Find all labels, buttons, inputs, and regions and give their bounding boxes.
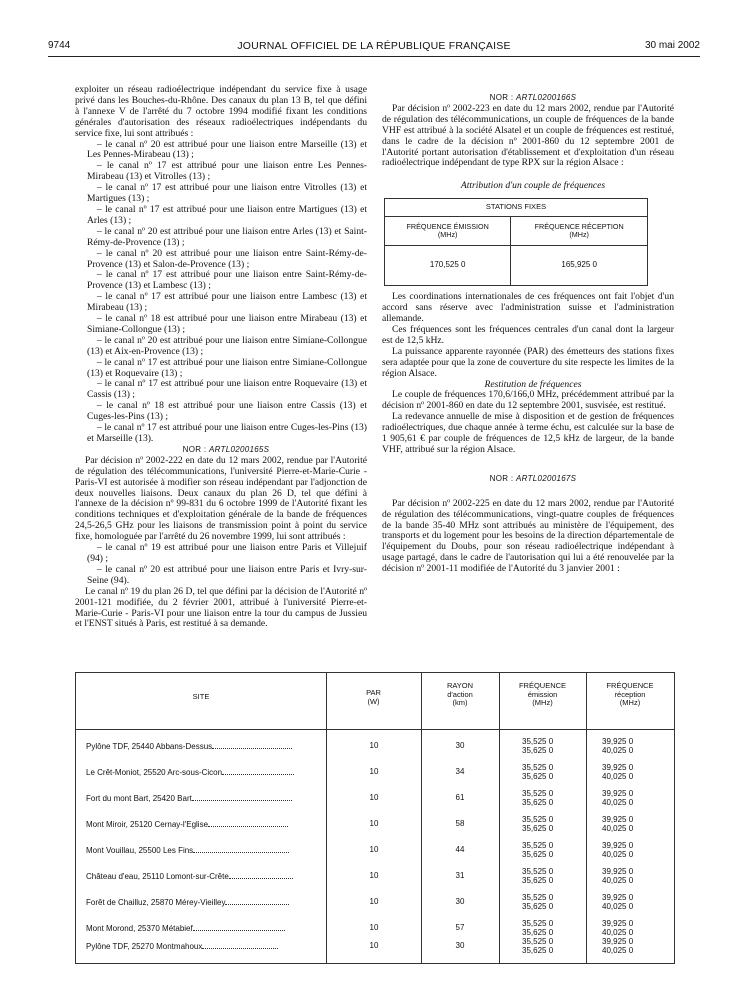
- freq-value: 35,625 0: [522, 798, 554, 807]
- list-item: – le canal nº 18 est attribué pour une liaison entre Cassis (13) et Cuges-les-Pins (13) ;: [87, 400, 367, 423]
- freq-value: 35,625 0: [522, 928, 554, 937]
- emission-values: [522, 789, 553, 807]
- emission-values: [522, 815, 553, 833]
- header-line: FRÉQUENCE: [518, 681, 567, 690]
- freq-value: 35,625 0: [522, 746, 554, 755]
- par-value: 10: [369, 819, 379, 828]
- col-header-reception: [511, 217, 648, 246]
- nor-code: ARTL0200165S: [208, 444, 270, 454]
- table-header: [76, 673, 674, 730]
- emission-values: [522, 867, 553, 885]
- emission-values: [522, 893, 553, 911]
- rayon-value: 30: [455, 741, 465, 750]
- header-line: FRÉQUENCE: [606, 681, 654, 690]
- emission-value: 170,525 0: [385, 246, 511, 286]
- freq-value: 35,525 0: [522, 841, 554, 850]
- freq-value: 35,525 0: [522, 737, 554, 746]
- closing-paragraph: Le canal nº 19 du plan 26 D, tel que défini par la décision de l'Autorité nº 2001-121 modifiée, du 2 février 2001, attribué à l'université Pierre-et-Marie-Curie - Paris-VI pour une liaison entre la tour du campus de Jussieu et l'ENST situés à Paris, est restitué à sa demande.: [75, 585, 367, 630]
- header-unit: (km): [452, 698, 468, 707]
- list-item: – le canal nº 20 est attribué pour une liaison entre Paris et Ivry-sur-Seine (94).: [87, 563, 367, 586]
- page-number: 9744: [48, 40, 71, 51]
- site-label: Fort du mont Bart, 25420 Bart: [86, 794, 192, 803]
- left-column: [75, 85, 367, 630]
- list-item: – le canal nº 17 est attribué pour une liaison entre Vitrolles (13) et Martigues (13) ;: [87, 182, 367, 205]
- rayon-value: 31: [455, 871, 465, 880]
- paragraph: La puissance apparente rayonnée (PAR) des émetteurs des stations fixes sera adaptée pour que la zone de couverture du site respecte les limites de la région Alsace.: [382, 345, 674, 379]
- freq-value: 39,925 0: [602, 737, 634, 746]
- list-item: – le canal nº 17 est attribué pour une liaison entre Martigues (13) et Arles (13) ;: [87, 203, 367, 226]
- freq-value: 35,525 0: [522, 789, 554, 798]
- page-header: [48, 40, 700, 56]
- par-value: 10: [369, 897, 379, 906]
- list-item: – le canal nº 17 est attribué pour une liaison entre Simiane-Collongue (13) et Roquevaire (13) ;: [87, 356, 367, 379]
- emission-values: [522, 937, 553, 955]
- rayon-value: 58: [455, 819, 465, 828]
- reception-values: [602, 841, 633, 859]
- freq-value: 39,925 0: [602, 919, 634, 928]
- paragraph: Le couple de fréquences 170,6/166,0 MHz, précédemment attribué par la décision nº 2001-860 en date du 12 septembre 2001, susvisée, est restitué.: [382, 389, 674, 412]
- par-value: 10: [369, 793, 379, 802]
- freq-value: 40,025 0: [602, 946, 634, 955]
- freq-value: 39,925 0: [602, 789, 634, 798]
- header-unit: (MHz): [532, 698, 553, 707]
- table-row: [76, 737, 674, 763]
- list-item: – le canal nº 17 est attribué pour une liaison entre Saint-Rémy-de-Provence (13) et Lambesc (13) ;: [87, 269, 367, 292]
- table-row: [76, 867, 674, 893]
- header-emission: [499, 682, 586, 708]
- freq-value: 40,025 0: [602, 876, 634, 885]
- freq-value: 40,025 0: [602, 902, 634, 911]
- rayon-value: 30: [455, 941, 465, 950]
- freq-value: 39,925 0: [602, 893, 634, 902]
- site-label: Pylône TDF, 25440 Abbans-Dessus: [86, 742, 213, 751]
- par-value: 10: [369, 845, 379, 854]
- site-name: [86, 845, 304, 855]
- site-name: [86, 923, 304, 933]
- rayon-value: 61: [455, 793, 465, 802]
- section-subtitle: Restitution de fréquences: [484, 378, 582, 390]
- freq-value: 39,925 0: [602, 815, 634, 824]
- header-rayon: [421, 682, 499, 708]
- rayon-value: 34: [455, 767, 465, 776]
- paragraph: Les coordinations internationales de ces fréquences ont fait l'objet d'un accord sans réserve avec l'administration suisse et l'administration allemande.: [382, 291, 674, 325]
- header-par: [326, 689, 421, 706]
- freq-value: 35,625 0: [522, 902, 554, 911]
- list-item: – le canal nº 17 est attribué pour une liaison entre Cuges-les-Pins (13) et Marseille (13).: [87, 422, 367, 444]
- site-label: Mont Vouillau, 25500 Les Fins: [86, 846, 194, 855]
- decision-paragraph: Par décision nº 2002-223 en date du 12 mars 2002, rendue par l'Autorité de régulation des télécommunications, un couple de fréquences de la bande VHF est attribué à la société Alsatel et un couple de fréquences est restitué, dans le cadre de la décision nº 2001-860 du 12 septembre 2001 de l'Autorité portant autorisation d'établissement et d'exploitation d'un réseau radioélectrique indépendant de type RPX sur la région Alsace :: [382, 102, 674, 169]
- site-label: Forêt de Chailluz, 25870 Mérey-Vieilley: [86, 898, 226, 907]
- freq-value: 35,525 0: [522, 919, 554, 928]
- list-item: – le canal nº 20 est attribué pour une liaison entre Simiane-Collongue (13) et Aix-en-Provence (13) ;: [87, 334, 367, 357]
- site-name: [86, 767, 304, 777]
- leader-dots: [202, 941, 278, 949]
- par-value: 10: [369, 741, 379, 750]
- header-rule: [48, 56, 700, 57]
- table-row: [76, 937, 674, 963]
- list-item: – le canal nº 17 est attribué pour une liaison entre Les Pennes-Mirabeau (13) et Vitrolles (13) ;: [87, 160, 367, 183]
- freq-value: 35,625 0: [522, 772, 554, 781]
- leader-dots: [208, 819, 288, 827]
- journal-title: JOURNAL OFFICIEL DE LA RÉPUBLIQUE FRANÇAISE: [237, 40, 511, 52]
- site-label: Pylône TDF, 25270 Montmahoux: [86, 942, 203, 951]
- leader-dots: [229, 871, 293, 879]
- nor-code: ARTL0200166S: [515, 93, 577, 102]
- freq-value: 35,525 0: [522, 867, 554, 876]
- header-line: émission: [527, 689, 558, 699]
- site-name: [86, 871, 304, 881]
- intro-paragraph: exploiter un réseau radioélectrique indépendant du service fixe à usage privé dans les Bouches-du-Rhône. Des canaux du plan 13 B, tel que défini à l'annexe V de l'arrêté du 7 octobre 1994 modifié fixant les conditions générales d'autorisation des réseaux radioélectriques indépendants du service fixe, lui sont attribués :: [75, 84, 367, 139]
- table-row: [76, 841, 674, 867]
- reception-values: [602, 893, 633, 911]
- par-value: 10: [369, 941, 379, 950]
- header-reception: [586, 682, 674, 708]
- freq-value: 35,625 0: [522, 946, 554, 955]
- nor-prefix: NOR :: [489, 473, 514, 483]
- emission-values: [522, 841, 553, 859]
- leader-dots: [193, 845, 289, 853]
- header-unit: (MHz): [437, 230, 458, 240]
- table-row: [76, 893, 674, 919]
- par-value: 10: [369, 871, 379, 880]
- freq-value: 40,025 0: [602, 798, 634, 807]
- site-name: [86, 741, 304, 751]
- freq-value: 35,525 0: [522, 937, 554, 946]
- freq-value: 40,025 0: [602, 772, 634, 781]
- freq-value: 35,625 0: [522, 850, 554, 859]
- freq-value: 40,025 0: [602, 746, 634, 755]
- par-value: 10: [369, 767, 379, 776]
- reception-values: [602, 789, 633, 807]
- frequency-table: [384, 198, 648, 286]
- decision-paragraph: Par décision nº 2002-225 en date du 12 mars 2002, rendue par l'Autorité de régulation des télécommunications, vingt-quatre couples de fréquences de la bande 35-40 MHz sont attribués au ministère de l'équipement, des transports et du logement pour les besoins de la direction départementale de l'équipement du Doubs, pour son réseau radioélectrique indépendant à usage partagé, dans le cadre de l'autorisation qui lui a été renouvelée par la décision nº 2001-11 modifiée de l'Autorité du 3 janvier 2001 :: [382, 497, 674, 575]
- list-item: – le canal nº 17 est attribué pour une liaison entre Lambesc (13) et Mirabeau (13) ;: [87, 291, 367, 314]
- table-title: STATIONS FIXES: [385, 199, 648, 217]
- leader-dots: [193, 923, 285, 931]
- nor-prefix: NOR :: [489, 93, 514, 102]
- reception-values: [602, 737, 633, 755]
- site-name: [86, 793, 304, 803]
- rayon-value: 44: [455, 845, 465, 854]
- header-line: PAR: [366, 688, 381, 697]
- table-row: [76, 789, 674, 815]
- freq-value: 39,925 0: [602, 937, 634, 946]
- site-label: Le Crêt-Moniot, 25520 Arc-sous-Cicon: [86, 768, 223, 777]
- rayon-value: 57: [455, 923, 465, 932]
- col-header-emission: [385, 217, 511, 246]
- freq-value: 35,525 0: [522, 763, 554, 772]
- emission-values: [522, 737, 553, 755]
- emission-values: [522, 919, 553, 937]
- freq-value: 39,925 0: [602, 867, 634, 876]
- site-name: [86, 897, 304, 907]
- issue-date: 30 mai 2002: [644, 40, 700, 51]
- leader-dots: [192, 793, 292, 801]
- freq-value: 40,025 0: [602, 928, 634, 937]
- header-line: FRÉQUENCE ÉMISSION: [406, 221, 489, 231]
- paragraph: Ces fréquences sont les fréquences centrales d'un canal dont la largeur est de 12,5 kHz.: [382, 323, 674, 346]
- header-unit: (MHz): [619, 698, 641, 707]
- table-row: [76, 763, 674, 789]
- list-item: – le canal nº 20 est attribué pour une liaison entre Marseille (13) et Les Pennes-Mirabeau (13) ;: [87, 138, 367, 161]
- site-label: Mont Miroir, 25120 Cernay-l'Eglise: [86, 820, 209, 829]
- leader-dots: [222, 767, 294, 775]
- reception-value: 165,925 0: [511, 246, 648, 286]
- par-value: 10: [369, 923, 379, 932]
- nor-prefix: NOR :: [182, 444, 207, 454]
- leader-dots: [212, 741, 292, 749]
- freq-value: 35,525 0: [522, 893, 554, 902]
- rayon-value: 30: [455, 897, 465, 906]
- freq-value: 40,025 0: [602, 850, 634, 859]
- emission-values: [522, 763, 553, 781]
- header-line: RAYON: [446, 681, 474, 690]
- site-label: Château d'eau, 25110 Lomont-sur-Crête: [86, 872, 229, 881]
- freq-value: 35,525 0: [522, 815, 554, 824]
- leader-dots: [225, 897, 289, 905]
- freq-value: 39,925 0: [602, 841, 634, 850]
- reception-values: [602, 919, 633, 937]
- decision-paragraph: Par décision nº 2002-222 en date du 12 mars 2002, rendue par l'Autorité de régulation des télécommunications, l'université Pierre-et-Marie-Curie - Paris-VI est autorisée à modifier son réseau indépendant par l'adjonction de deux nouvelles liaisons. Deux canaux du plan 26 D, tel que défini à l'annexe de la décision nº 99-831 du 6 octobre 1999 de l'Autorité fixant les conditions techniques et d'exploitation générale de la bande de fréquences 24,5-26,5 GHz pour les liaisons de transmission point à point du service fixe, homologuée par l'arrêté du 26 novembre 1999, lui sont attribués :: [75, 454, 367, 543]
- nor-reference: [382, 474, 674, 485]
- header-unit: (MHz): [569, 230, 589, 240]
- header-line: FRÉQUENCE RÉCEPTION: [534, 221, 624, 231]
- reception-values: [602, 867, 633, 885]
- reception-values: [602, 937, 633, 955]
- list-item: – le canal nº 18 est attribué pour une liaison entre Mirabeau (13) et Simiane-Collongue (13) ;: [87, 313, 367, 335]
- site-name: [86, 819, 304, 829]
- header-site: SITE: [192, 692, 210, 701]
- paragraph: La redevance annuelle de mise à disposition et de gestion de fréquences radioélectriques, due chaque année à terme échu, est calculée sur la base de 1 905,61 € par couple de fréquences de 12,5 kHz de largeur, de la bande VHF, attribué sur la région Alsace.: [382, 411, 674, 455]
- list-item: – le canal nº 17 est attribué pour une liaison entre Roquevaire (13) et Cassis (13) ;: [87, 378, 367, 401]
- site-name: [86, 941, 304, 951]
- freq-value: 39,925 0: [602, 763, 634, 772]
- header-line: d'action: [447, 689, 473, 699]
- reception-values: [602, 763, 633, 781]
- header-line: réception: [614, 689, 646, 699]
- freq-value: 35,625 0: [522, 876, 554, 885]
- header-unit: (W): [367, 696, 380, 706]
- list-item: – le canal nº 19 est attribué pour une liaison entre Paris et Villejuif (94) ;: [87, 542, 367, 564]
- right-column: [382, 85, 674, 575]
- freq-value: 35,625 0: [522, 824, 554, 833]
- freq-value: 40,025 0: [602, 824, 634, 833]
- section-subtitle: Attribution d'un couple de fréquences: [460, 180, 606, 192]
- sites-table: [75, 672, 675, 964]
- site-label: Mont Morond, 25370 Métabief: [86, 924, 193, 933]
- list-item: – le canal nº 20 est attribué pour une liaison entre Saint-Rémy-de-Provence (13) et Salon-de-Provence (13) ;: [87, 247, 367, 270]
- table-row: [76, 815, 674, 841]
- list-item: – le canal nº 20 est attribué pour une liaison entre Arles (13) et Saint-Rémy-de-Provence (13) ;: [87, 225, 367, 248]
- reception-values: [602, 815, 633, 833]
- nor-code: ARTL0200167S: [515, 473, 577, 483]
